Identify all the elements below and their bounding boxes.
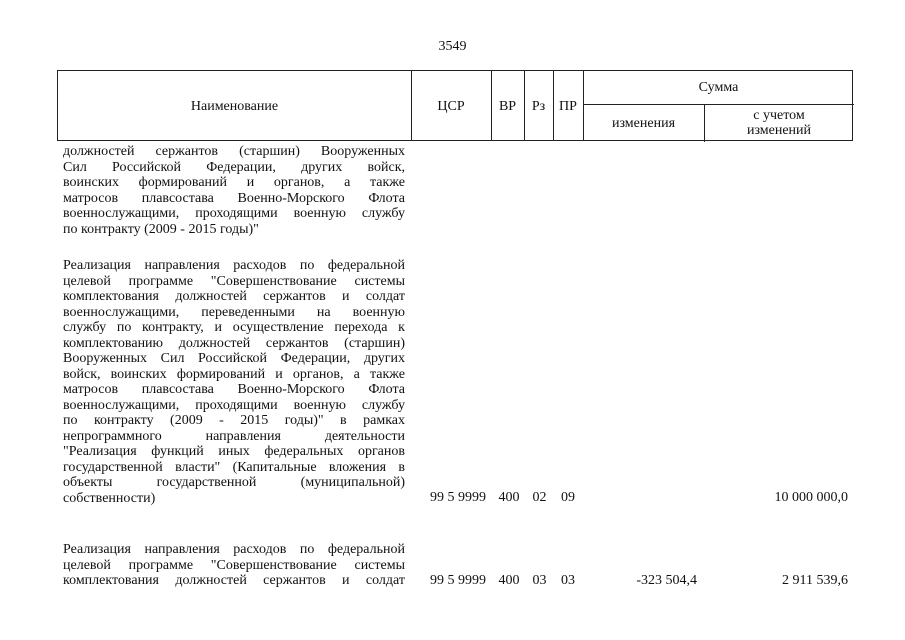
row-vr: 400 bbox=[498, 490, 520, 505]
row-total: 2 911 539,6 bbox=[782, 573, 848, 588]
row-name-line: войск, воинских формирований и органов, а также bbox=[63, 366, 405, 382]
header-with-change-line-1: с учетом bbox=[753, 108, 805, 123]
row-name-line: по контракту (2009 - 2015 годы)" bbox=[63, 221, 259, 237]
row-name-line: военнослужащими, проходящими военную службу bbox=[63, 206, 405, 221]
header-vr: ВР bbox=[498, 99, 517, 114]
row-name-line: военнослужащими, проходящими военную службу bbox=[63, 397, 405, 413]
row-name-line: службу по контракту, и осуществление перехода к bbox=[63, 320, 405, 335]
row-name-line: целевой программе "Совершенствование системы bbox=[63, 557, 405, 573]
row-name-line: военнослужащими, переведенными на военную bbox=[63, 304, 405, 320]
row-name-line: должностей сержантов (старшин) Вооруженных bbox=[63, 144, 405, 159]
header-rz: Рз bbox=[531, 99, 546, 114]
row-pr: 09 bbox=[561, 490, 575, 505]
page-number: 3549 bbox=[438, 39, 467, 54]
row-name-line: государственной власти" (Капитальные вложения в bbox=[63, 459, 405, 475]
row-name bbox=[63, 542, 405, 589]
row-pr: 03 bbox=[561, 573, 575, 588]
row-name-line: Сил Российской Федерации, других войск, bbox=[63, 159, 405, 175]
row-csr: 99 5 9999 bbox=[430, 573, 486, 588]
row-name bbox=[63, 144, 405, 237]
row-name-line: объекты государственной (муниципальной) bbox=[63, 475, 405, 490]
row-rz: 03 bbox=[532, 573, 547, 588]
header-with-change-line-2: изменений bbox=[746, 123, 812, 138]
row-name-line: матросов плавсостава Военно-Морского Флота bbox=[63, 190, 405, 206]
row-change: -323 504,4 bbox=[636, 573, 697, 588]
row-name-line: комплектованию должностей сержантов (старшин) bbox=[63, 335, 405, 351]
header-sum: Сумма bbox=[698, 80, 739, 95]
row-name-line: комплектования должностей сержантов и солдат bbox=[63, 289, 405, 304]
table-header bbox=[57, 70, 853, 141]
row-name-line: по контракту (2009 - 2015 годы)" в рамках bbox=[63, 413, 405, 428]
row-name-line: матросов плавсостава Военно-Морского Флота bbox=[63, 382, 405, 397]
row-name-line: Реализация направления расходов по федеральной bbox=[63, 258, 405, 273]
header-csr: ЦСР bbox=[437, 99, 465, 114]
row-name-line: Реализация направления расходов по федеральной bbox=[63, 542, 405, 557]
row-name-line: комплектования должностей сержантов и солдат bbox=[63, 573, 405, 588]
row-name-line: "Реализация функций иных федеральных органов bbox=[63, 444, 405, 459]
row-name-line: непрограммного направления деятельности bbox=[63, 428, 405, 444]
header-pr: ПР bbox=[559, 99, 577, 114]
row-name-line: целевой программе "Совершенствование системы bbox=[63, 273, 405, 289]
row-name-line: Вооруженных Сил Российской Федерации, других bbox=[63, 351, 405, 366]
header-name: Наименование bbox=[190, 99, 279, 114]
row-name-line: собственности) bbox=[63, 490, 156, 506]
row-csr: 99 5 9999 bbox=[430, 490, 486, 505]
row-vr: 400 bbox=[498, 573, 520, 588]
header-change: изменения bbox=[611, 115, 676, 131]
row-total: 10 000 000,0 bbox=[774, 490, 848, 505]
header-with-change bbox=[704, 104, 854, 142]
row-name bbox=[63, 258, 405, 506]
row-name-line: воинских формирований и органов, а также bbox=[63, 175, 405, 190]
row-rz: 02 bbox=[532, 490, 547, 505]
